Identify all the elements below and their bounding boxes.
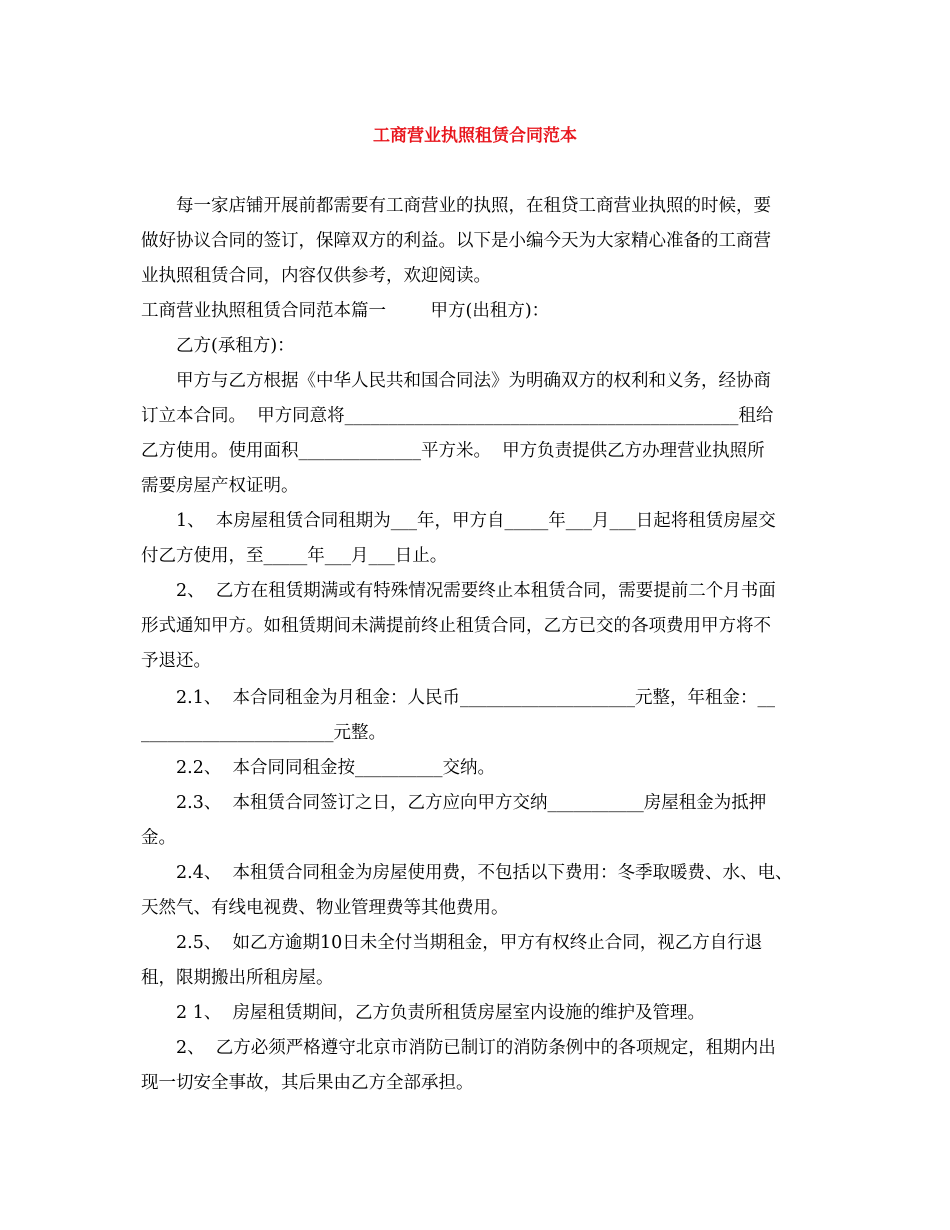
paragraph-line: 每一家店铺开展前都需要有工商营业的执照，在租贷工商营业执照的时候，要 [176,196,771,216]
paragraph-line: 2、 乙方必须严格遵守北京市消防已制订的消防条例中的各项规定，租期内出 [176,1038,776,1058]
paragraph-line: 工商营业执照租赁合同范本篇一 甲方(出租方)： [141,301,550,321]
paragraph-line: 订立本合同。 甲方同意将_____________________________________________租给 [141,406,774,426]
document-title: 工商营业执照租赁合同范本 [373,126,577,146]
paragraph-line: 租，限期搬出所租房屋。 [141,968,334,988]
paragraph-line: 予退还。 [141,651,211,671]
paragraph-line: 2.1、 本合同租金为月租金：人民币____________________元整，年租金：__ [176,688,775,708]
paragraph-line: 金。 [141,828,176,848]
paragraph-line: 乙方(承租方)： [176,336,295,356]
paragraph-line: 2、 乙方在租赁期满或有特殊情况需要终止本租赁合同，需要提前二个月书面 [176,581,776,601]
paragraph-line: 乙方使用。使用面积______________平方米。 甲方负责提供乙方办理营业执照所 [141,441,765,461]
paragraph-line: 形式通知甲方。如租赁期间未满提前终止租赁合同，乙方已交的各项费用甲方将不 [141,616,771,636]
paragraph-line: 1、 本房屋租赁合同租期为___年，甲方自_____年___月___日起将租赁房屋交 [176,511,776,531]
paragraph-line: ______________________元整。 [141,723,386,743]
paragraph-line: 2.4、 本租赁合同租金为房屋使用费，不包括以下费用：冬季取暖费、水、电、 [176,863,793,883]
paragraph-line: 2 1、 房屋租赁期间，乙方负责所租赁房屋室内设施的维护及管理。 [176,1003,705,1023]
paragraph-line: 甲方与乙方根据《中华人民共和国合同法》为明确双方的权利和义务，经协商 [176,371,771,391]
paragraph-line: 2.2、 本合同同租金按__________交纳。 [176,758,495,778]
paragraph-line: 业执照租赁合同，内容仅供参考，欢迎阅读。 [141,266,491,286]
paragraph-line: 2.3、 本租赁合同签订之日，乙方应向甲方交纳___________房屋租金为抵押 [176,793,767,813]
paragraph-line: 需要房屋产权证明。 [141,476,299,496]
paragraph-line: 2.5、 如乙方逾期10日未全付当期租金，甲方有权终止合同，视乙方自行退 [176,933,763,953]
paragraph-line: 天然气、有线电视费、物业管理费等其他费用。 [141,898,509,918]
paragraph-line: 付乙方使用，至_____年___月___日止。 [141,546,448,566]
paragraph-line: 做好协议合同的签订，保障双方的利益。以下是小编今天为大家精心准备的工商营 [141,231,771,251]
paragraph-line: 现一切安全事故，其后果由乙方全部承担。 [141,1073,474,1093]
